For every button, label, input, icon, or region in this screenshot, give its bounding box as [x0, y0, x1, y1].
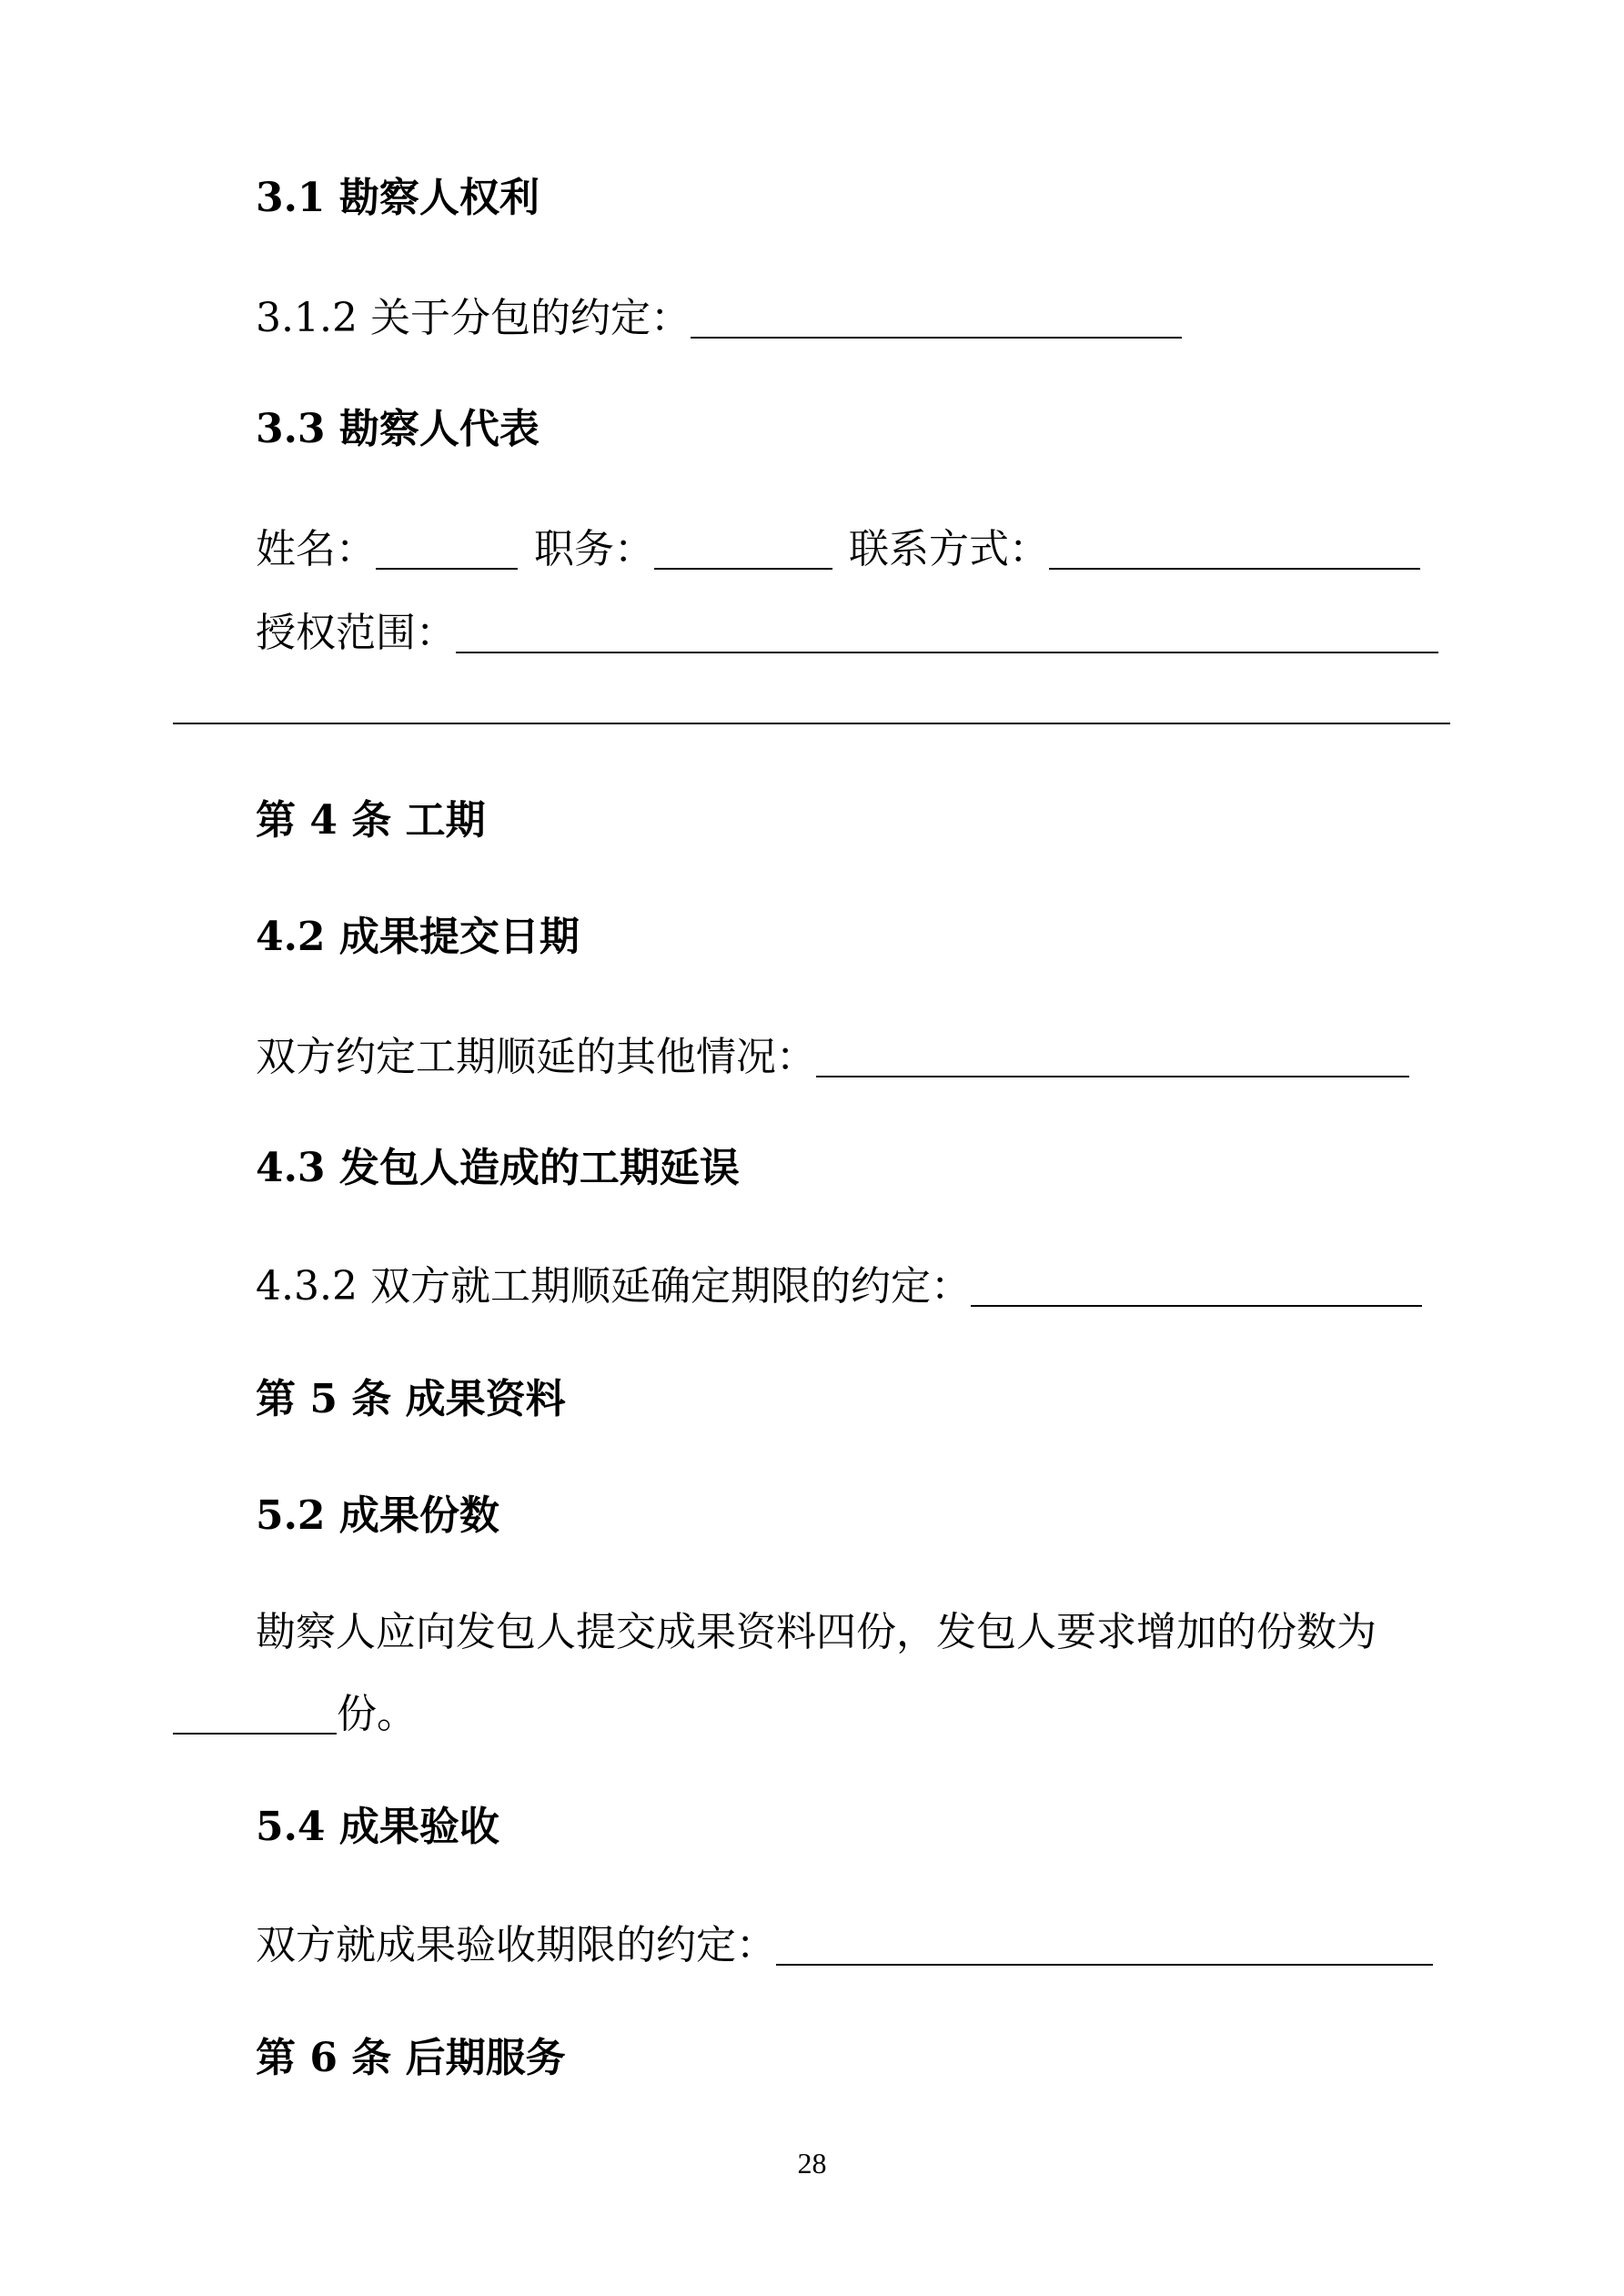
clause-4-3-2 [256, 1261, 1422, 1312]
contact-label: 联系方式： [849, 526, 1049, 572]
acceptance-period-blank[interactable] [776, 1927, 1433, 1966]
section-4-2-heading [256, 912, 580, 963]
clause-5-2-line2 [173, 1689, 417, 1740]
subcontract-agreement-blank[interactable] [691, 300, 1182, 339]
clause-5-4-label: 双方就成果验收期限的约定： [256, 1922, 776, 1968]
article-5-title: 第 5 条 成果资料 [256, 1376, 566, 1422]
name-blank[interactable] [376, 531, 518, 570]
section-4-2-title: 4.2 成果提交日期 [256, 914, 580, 960]
section-4-3-heading [256, 1143, 740, 1194]
contact-blank[interactable] [1049, 531, 1420, 570]
section-5-2-heading [256, 1491, 499, 1542]
position-label: 职务： [534, 526, 654, 572]
article-4-heading [256, 795, 486, 846]
section-4-3-title: 4.3 发包人造成的工期延误 [256, 1145, 740, 1191]
extension-period-blank[interactable] [971, 1269, 1422, 1307]
section-5-2-title: 5.2 成果份数 [256, 1492, 499, 1539]
clause-3-1-2-label: 3.1.2 关于分包的约定： [256, 295, 691, 341]
clause-3-1-2 [256, 293, 1182, 344]
section-3-1-heading [256, 173, 540, 224]
copies-count-blank[interactable] [173, 1696, 337, 1735]
clause-5-4-text [256, 1920, 1433, 1971]
scope-label: 授权范围： [256, 610, 456, 656]
section-3-3-title: 3.3 勘察人代表 [256, 406, 540, 452]
section-3-3-heading [256, 404, 540, 455]
clause-4-2-label: 双方约定工期顺延的其他情况： [256, 1034, 816, 1080]
representative-fields [256, 524, 1420, 575]
copies-suffix: 份。 [337, 1691, 417, 1737]
clause-5-2-line1 [256, 1607, 1377, 1658]
section-5-4-title: 5.4 成果验收 [256, 1804, 499, 1850]
page-number: 28 [797, 2147, 827, 2180]
position-blank[interactable] [654, 531, 832, 570]
scope-continuation-blank[interactable] [173, 723, 1450, 724]
clause-4-3-2-label: 4.3.2 双方就工期顺延确定期限的约定： [256, 1263, 971, 1310]
authorization-scope-field [256, 608, 1438, 659]
article-5-heading [256, 1374, 566, 1425]
section-3-1-title: 3.1 勘察人权利 [256, 175, 540, 221]
clause-5-2-text: 勘察人应向发包人提交成果资料四份，发包人要求增加的份数为 [256, 1609, 1377, 1655]
clause-4-2-text [256, 1032, 1409, 1083]
section-5-4-heading [256, 1802, 499, 1853]
article-6-title: 第 6 条 后期服务 [256, 2035, 566, 2081]
scope-blank[interactable] [456, 615, 1438, 653]
article-6-heading [256, 2033, 566, 2084]
article-4-title: 第 4 条 工期 [256, 797, 486, 844]
schedule-extension-blank[interactable] [816, 1039, 1409, 1077]
name-label: 姓名： [256, 526, 376, 572]
